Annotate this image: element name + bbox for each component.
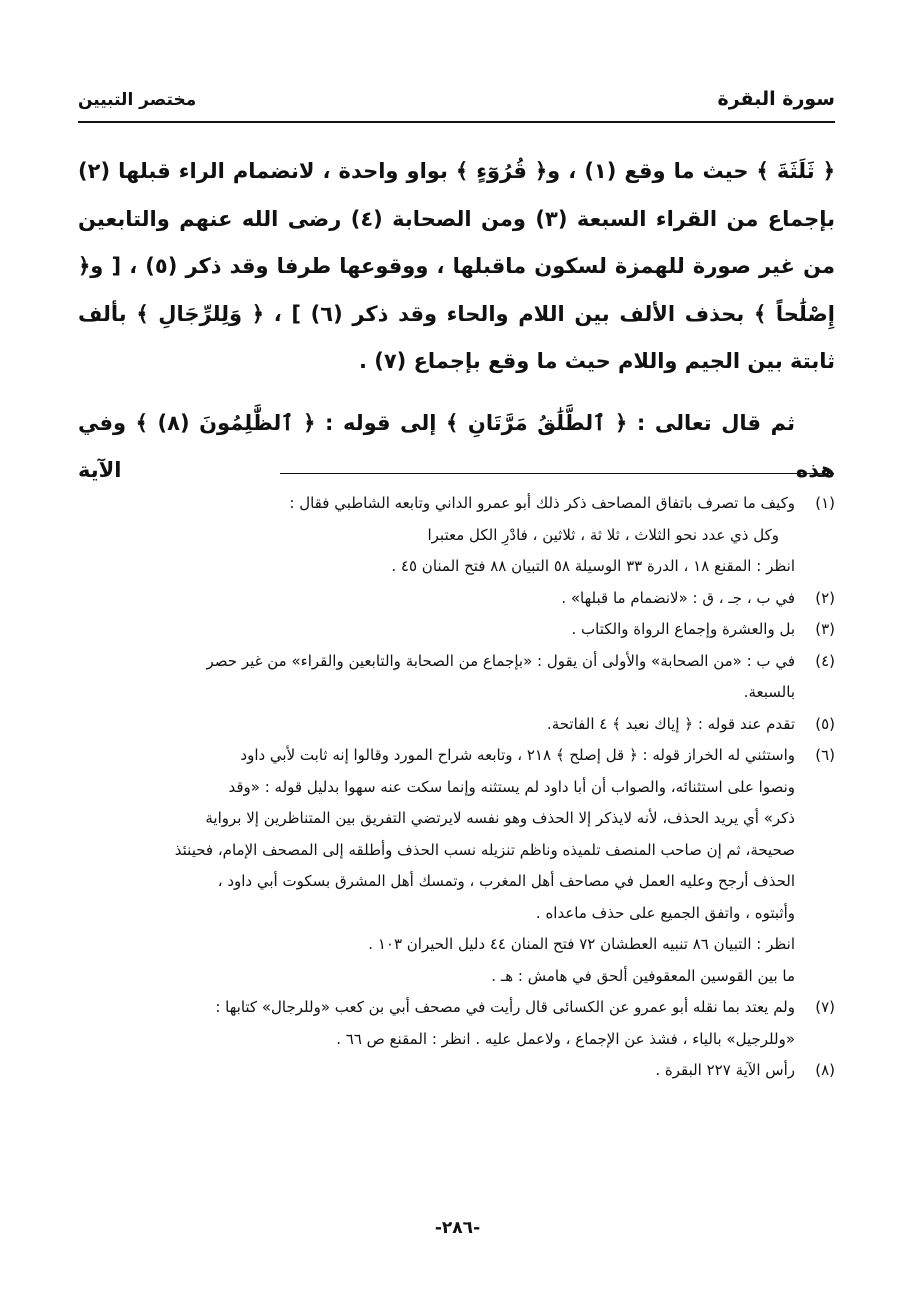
footnote-line: وأثبتوه ، واتفق الجميع على حذف ماعداه . — [535, 903, 795, 922]
main-paragraph-2: ثم قال تعالى : ﴿ ٱلطَّلَٰقُ مَرَّتَانِ ﴾ إلى قوله : ﴿ ٱلظَّٰلِمُونَ (٨) ﴾ وفي هذه الآية — [78, 410, 835, 482]
footnote-number: (٦) — [815, 746, 835, 764]
footnotes — [80, 488, 835, 1087]
footnote-line: الحذف أرجح وعليه العمل في مصاحف أهل المغرب ، وتمسك أهل المشرق بسكوت أبي داود ، — [217, 872, 795, 890]
footnote-number: (٤) — [815, 651, 835, 670]
footnote-line: بل والعشرة وإجماع الرواة والكتاب . — [571, 620, 795, 638]
footnote-number: (١) — [815, 494, 835, 512]
footnote-line: وكيف ما تصرف باتفاق المصاحف ذكر ذلك أبو عمرو الداني وتابعه الشاطبي فقال : — [289, 494, 795, 512]
running-header — [78, 84, 835, 118]
page-number: -٢٨٦- — [434, 1218, 481, 1238]
footnote-line: ما بين القوسين المعقوفين ألحق في هامش : هـ . — [491, 966, 795, 985]
footnote-6 — [80, 740, 835, 992]
footnote-line: بالسبعة. — [743, 683, 795, 701]
footnote-line: واستثني له الخراز قوله : ﴿ قل إصلح ﴾ ٢١٨ ، وتابعه شراح المورد وقالوا إنه ثابت لأبي داود — [240, 746, 795, 764]
footnote-number: (٧) — [815, 998, 835, 1016]
footnote-8 — [80, 1055, 835, 1087]
footnote-line: ولم يعتد بما نقله أبو عمرو عن الكسائى قال رأيت في مصحف أبي بن كعب «وللرجال» كتابها : — [215, 998, 795, 1016]
footnote-1 — [80, 488, 835, 583]
footnote-line: انظر : المقنع ١٨ ، الدرة ٣٣ الوسيلة ٥٨ التبيان ٨٨ فتح المنان ٤٥ . — [391, 557, 795, 575]
footnote-number: (٢) — [815, 588, 835, 607]
footnote-4 — [80, 646, 835, 709]
header-divider — [78, 121, 835, 123]
footnote-2 — [80, 583, 835, 615]
footnote-verse-line: وكل ذي عدد نحو الثلاث ، ثلا ثة ، ثلاثين ، فادْرِ الكل معتبرا — [427, 525, 779, 544]
footnote-divider — [280, 473, 834, 474]
footnote-7 — [80, 992, 835, 1055]
footnote-line: في ب : «من الصحابة» والأولى أن يقول : «بإجماع من الصحابة والتابعين والقراء» من غير حصر — [206, 651, 795, 670]
footnote-5 — [80, 709, 835, 741]
footnote-number: (٨) — [815, 1061, 835, 1079]
footnote-line: انظر : التبيان ٨٦ تنبيه العطشان ٧٢ فتح المنان ٤٤ دليل الحيران ١٠٣ . — [368, 935, 795, 953]
main-paragraph-1: ﴿ ثَلَثَةَ ﴾ حيث ما وقع (١) ، و﴿ قُرُوٓءٍ ﴾ بواو واحدة ، لانضمام الراء قبلها (٢) بإجماع من القراء السبعة (٣) ومن الصحابة (٤) رضى الله عنهم والتابعين من غير صورة للهمزة لسكون ماقبلها ، ووقوعها طرفا وقد ذكر (٥) ، [ و﴿ إِصْلَٰحاً ﴾ بحذف الألف بين اللام والحاء وقد ذكر (٦) ] ، ﴿ وَلِلرِّجَالِ ﴾ بألف ثابتة بين الجيم واللام حيث ما وقع بإجماع (٧) . — [78, 159, 836, 373]
book-title: مختصر التبيين — [78, 90, 197, 110]
footnote-line: «وللرجيل» بالياء ، فشذ عن الإجماع ، ولاعمل عليه . انظر : المقنع ص ٦٦ . — [336, 1029, 795, 1048]
main-text — [78, 148, 835, 495]
footnote-3 — [80, 614, 835, 646]
footnote-line: في ب ، جـ ، ق : «لانضمام ما قبلها» . — [561, 588, 795, 607]
footnote-line: ذكر» أي يريد الحذف، لأنه لايذكر إلا الحذف وهو نفسه لايرتضي التفريق بين المتناظرين إلا برواية — [205, 809, 795, 827]
footnote-line: رأس الآية ٢٢٧ البقرة . — [655, 1061, 795, 1079]
footnote-number: (٥) — [815, 714, 835, 733]
footnote-number: (٣) — [815, 620, 835, 638]
footnote-line: ونصوا على استثنائه، والصواب أن أبا داود لم يستثنه وإنما سكت عنه سهوا بدليل قوله : «وقد — [228, 777, 795, 796]
footnote-line: تقدم عند قوله : ﴿ إياك نعبد ﴾ ٤ الفاتحة. — [546, 714, 795, 733]
surah-title: سورة البقرة — [717, 88, 835, 110]
footnote-line: صحيحة، ثم إن صاحب المنصف تلميذه وناظم تنزيله نسب الحذف وأطلقه إلى المصحف الإمام، فحينئذ — [174, 840, 795, 859]
